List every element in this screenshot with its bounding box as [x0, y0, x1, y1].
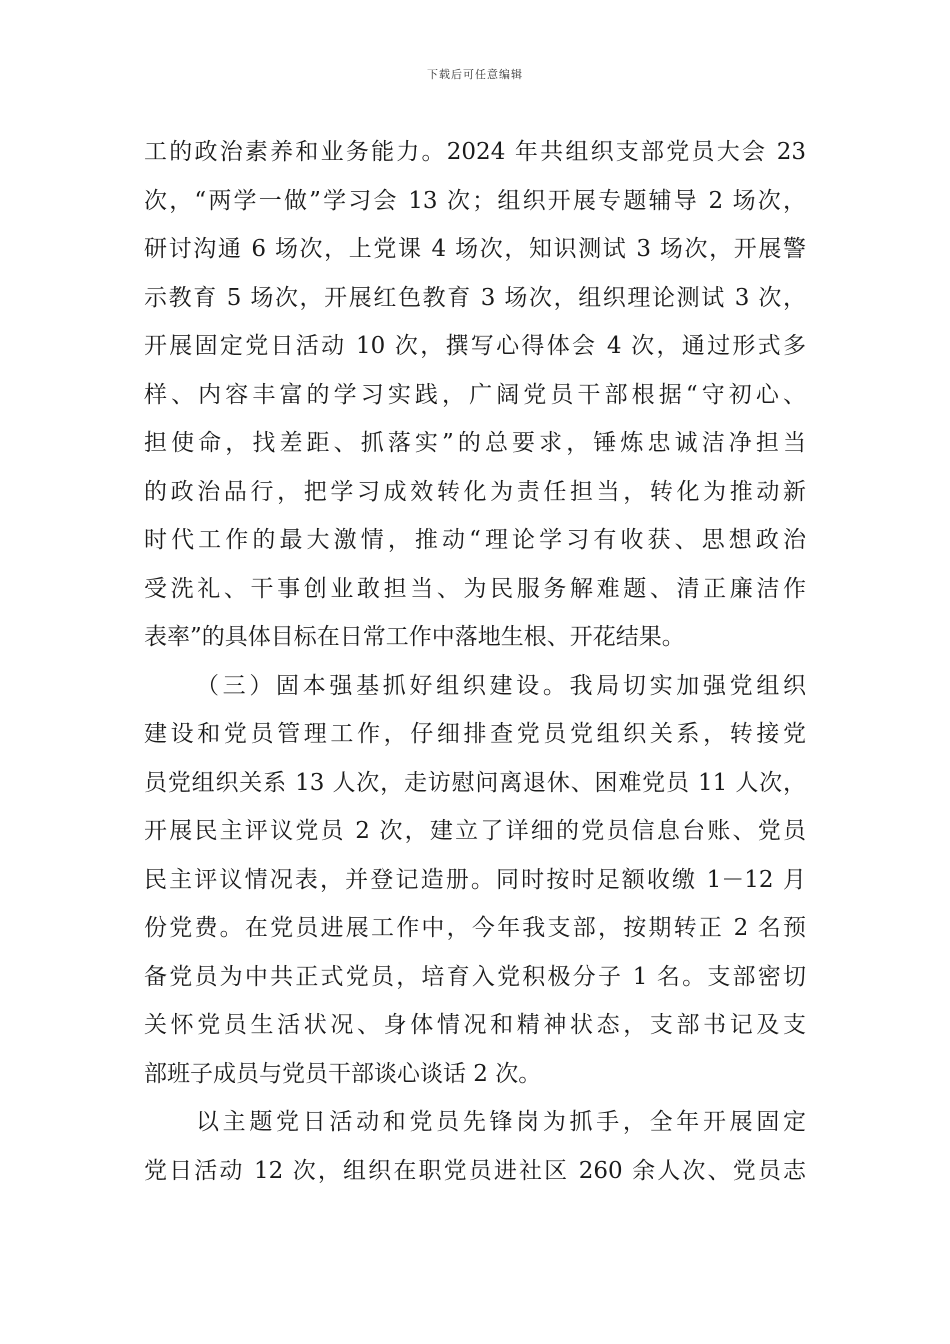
- document-body: [144, 128, 806, 1195]
- text-line: 样、内容丰富的学习实践，广阔党员干部根据“守初心、: [144, 381, 806, 408]
- text-line: 份党费。在党员进展工作中，今年我支部，按期转正 2 名预: [144, 915, 806, 941]
- text-line: 示教育 5 场次，开展红色教育 3 场次，组织理论测试 3 次，: [144, 284, 806, 311]
- section-heading-line: （三）固本强基抓好组织建设。我局切实加强党组织: [196, 672, 806, 699]
- text-line: 担使命，找差距、抓落实”的总要求，锤炼忠诚洁净担当: [144, 430, 806, 456]
- text-line: 员党组织关系 13 人次，走访慰问离退休、困难党员 11 人次，: [144, 769, 806, 796]
- text-line: 民主评议情况表，并登记造册。同时按时足额收缴 1－12 月: [144, 866, 806, 893]
- header-note: 下载后可任意编辑: [427, 68, 523, 81]
- text-line: 工的政治素养和业务能力。2024 年共组织支部党员大会 23: [144, 139, 806, 165]
- text-line: 次，“两学一做”学习会 13 次；组织开展专题辅导 2 场次，: [144, 187, 806, 214]
- text-line: 的政治品行，把学习成效转化为责任担当，转化为推动新: [144, 478, 806, 505]
- paragraph-end-line: 部班子成员与党员干部谈心谈话 2 次。: [144, 1060, 542, 1087]
- paragraph-start-line: 以主题党日活动和党员先锋岗为抓手，全年开展固定: [196, 1109, 806, 1135]
- text-line: 备党员为中共正式党员，培育入党积极分子 1 名。支部密切: [144, 963, 806, 990]
- text-line: 开展民主评议党员 2 次，建立了详细的党员信息台账、党员: [144, 818, 806, 844]
- text-line: 关怀党员生活状况、身体情况和精神状态，支部书记及支: [144, 1012, 806, 1038]
- text-line: 党日活动 12 次，组织在职党员进社区 260 余人次、党员志: [144, 1157, 806, 1184]
- text-line: 研讨沟通 6 场次，上党课 4 场次，知识测试 3 场次，开展警: [144, 236, 806, 262]
- paragraph-end-line: 表率”的具体目标在日常工作中落地生根、开花结果。: [144, 624, 685, 650]
- text-line: 建设和党员管理工作，仔细排查党员党组织关系，转接党: [144, 721, 806, 747]
- text-line: 时代工作的最大激情，推动“理论学习有收获、思想政治: [144, 527, 806, 553]
- text-line: 开展固定党日活动 10 次，撰写心得体会 4 次，通过形式多: [144, 333, 806, 359]
- text-line: 受洗礼、干事创业敢担当、为民服务解难题、清正廉洁作: [144, 575, 806, 602]
